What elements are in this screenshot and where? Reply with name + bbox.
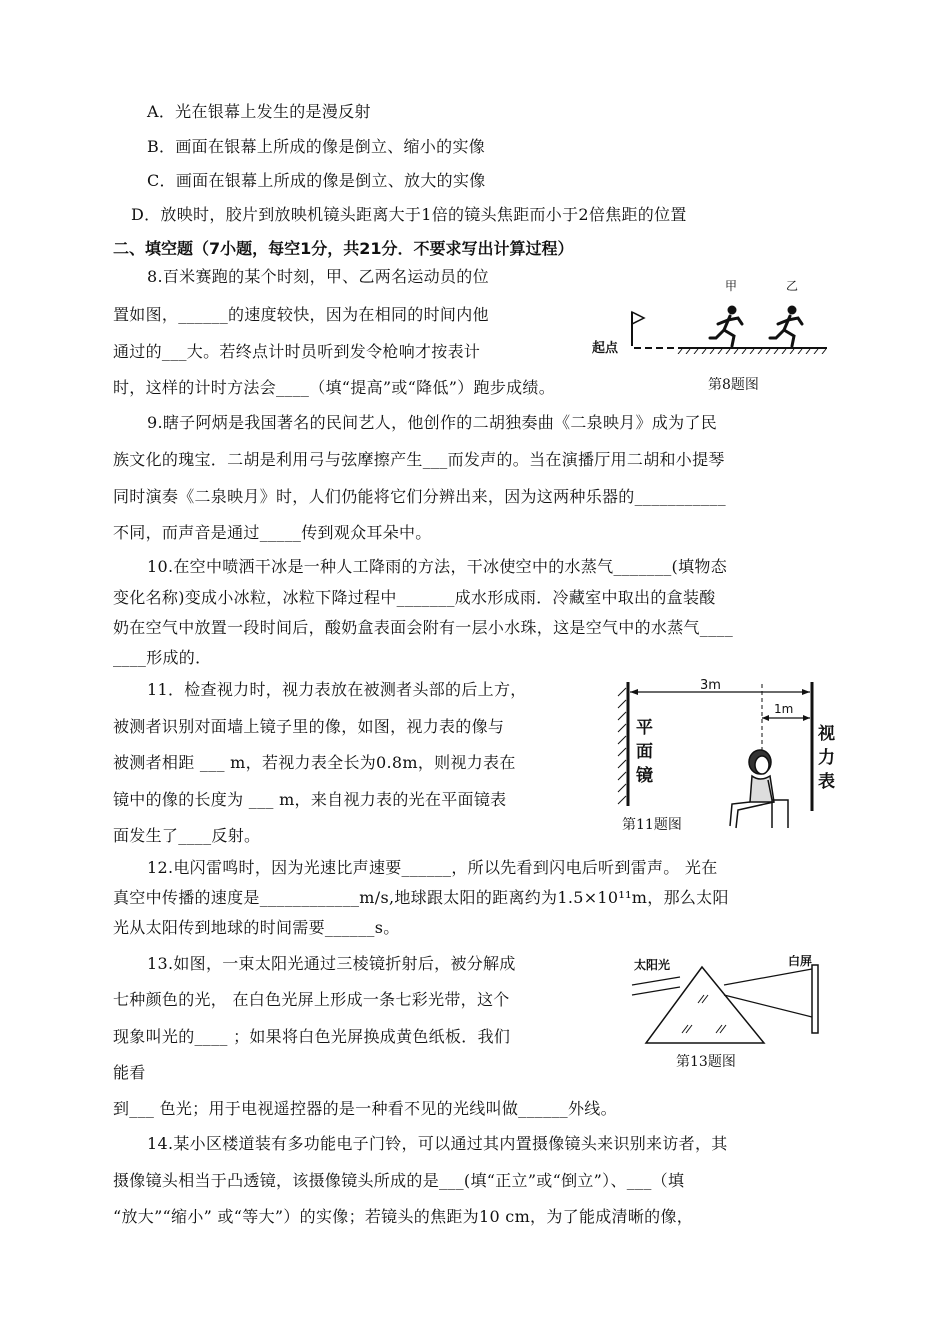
- q13-line-3: 现象叫光的____ ；如果将白色光屏换成黄色纸板．我们: [113, 1027, 511, 1046]
- fig8-runner-b-label: 乙: [786, 279, 799, 293]
- q7-option-a: A．光在银幕上发生的是漫反射: [147, 102, 371, 121]
- q8-line-1: 8.百米赛跑的某个时刻，甲、乙两名运动员的位: [147, 267, 489, 286]
- q9-line-3: 同时演奏《二泉映月》时，人们仍能将它们分辨出来，因为这两种乐器的___________: [113, 487, 726, 506]
- q10-line-3: 奶在空气中放置一段时间后，酸奶盒表面会附有一层小水珠，这是空气中的水蒸气____: [113, 618, 734, 637]
- fig13-screen-label: 白屏: [788, 955, 813, 968]
- q13-line-5: 到___ 色光；用于电视遥控器的是一种看不见的光线叫做______外线。: [113, 1099, 617, 1118]
- fig11-chart-label: 视力表: [818, 724, 835, 792]
- q11-line-3: 被测者相距 ___ m，若视力表全长为0.8m，则视力表在: [113, 753, 516, 772]
- q14-line-3: “放大”“缩小” 或“等大”）的实像；若镜头的焦距为10 cm，为了能成清晰的像，: [113, 1207, 694, 1226]
- q8-line-4: 时，这样的计时方法会____（填“提高”或“降低”）跑步成绩。: [113, 378, 556, 397]
- q14-line-1: 14.某小区楼道装有多功能电子门铃，可以通过其内置摄像镜头来识别来访者，其: [147, 1134, 728, 1153]
- q9-line-4: 不同，而声音是通过_____传到观众耳朵中。: [113, 523, 432, 542]
- q13-line-4: 能看: [113, 1063, 146, 1082]
- seated-person: [730, 750, 788, 828]
- section-2-heading: 二、填空题（7小题，每空1分，共21分．不要求写出计算过程）: [113, 239, 574, 258]
- q8-line-2: 置如图，______的速度较快，因为在相同的时间内他: [113, 305, 489, 324]
- q10-line-4: ____形成的．: [113, 648, 212, 667]
- q11-line-4: 镜中的像的长度为 ___ m，来自视力表的光在平面镜表: [113, 790, 507, 809]
- q11-line-1: 11．检查视力时，视力表放在被测者头部的后上方，: [147, 680, 527, 699]
- fig8-caption: 第8题图: [708, 377, 759, 393]
- q12-line-3: 光从太阳传到地球的时间需要______s。: [113, 918, 400, 937]
- runner-b-figure: [770, 306, 802, 347]
- q11-line-2: 被测者识别对面墙上镜子里的像，如图，视力表的像与: [113, 717, 505, 736]
- fig11-dist-part: 1m: [774, 702, 794, 716]
- fig11-caption: 第11题图: [622, 817, 682, 833]
- q10-line-1: 10.在空中喷洒干冰是一种人工降雨的方法，干冰使空中的水蒸气_______(填物态: [147, 557, 727, 576]
- q9-line-1: 9.瞎子阿炳是我国著名的民间艺人，他创作的二胡独奏曲《二泉映月》成为了民: [147, 413, 718, 432]
- figure-8: [592, 272, 832, 354]
- q7-option-d: D．放映时，胶片到放映机镜头距离大于1倍的镜头焦距而小于2倍焦距的位置: [131, 205, 687, 224]
- q9-line-2: 族文化的瑰宝．二胡是利用弓与弦摩擦产生___而发声的。当在演播厅用二胡和小提琴: [113, 450, 725, 469]
- figure-11: [604, 676, 844, 836]
- q14-line-2: 摄像镜头相当于凸透镜，该摄像镜头所成的是___(填“正立”或“倒立”）、___（填: [113, 1171, 685, 1190]
- q13-line-2: 七种颜色的光， 在白色光屏上形成一条七彩光带，这个: [113, 990, 510, 1009]
- q7-option-c: C．画面在银幕上所成的像是倒立、放大的实像: [147, 171, 486, 190]
- q8-line-3: 通过的___大。若终点计时员听到发令枪响才按表计: [113, 342, 481, 361]
- q11-line-5: 面发生了____反射。: [113, 826, 261, 845]
- runner-a-figure: [710, 306, 742, 347]
- q7-option-b: B．画面在银幕上所成的像是倒立、缩小的实像: [147, 137, 486, 156]
- figure-13: [628, 955, 838, 1055]
- fig8-runner-a-label: 甲: [725, 279, 738, 293]
- fig11-dist-total: 3m: [700, 678, 721, 693]
- fig13-caption: 第13题图: [676, 1054, 736, 1070]
- fig13-sun-label: 太阳光: [634, 958, 671, 972]
- q10-line-2: 变化名称)变成小冰粒，冰粒下降过程中_______成水形成雨．冷藏室中取出的盒装酸: [113, 588, 716, 607]
- q12-line-1: 12.电闪雷鸣时，因为光速比声速要______，所以先看到闪电后听到雷声。 光在: [147, 858, 718, 877]
- q12-line-2: 真空中传播的速度是____________m/s,地球跟太阳的距离约为1.5×10¹¹m，那么太阳: [113, 888, 729, 907]
- q13-line-1: 13.如图，一束太阳光通过三棱镜折射后，被分解成: [147, 954, 516, 973]
- fig11-mirror-label: 平面镜: [636, 718, 653, 786]
- fig8-start-label: 起点: [592, 341, 619, 354]
